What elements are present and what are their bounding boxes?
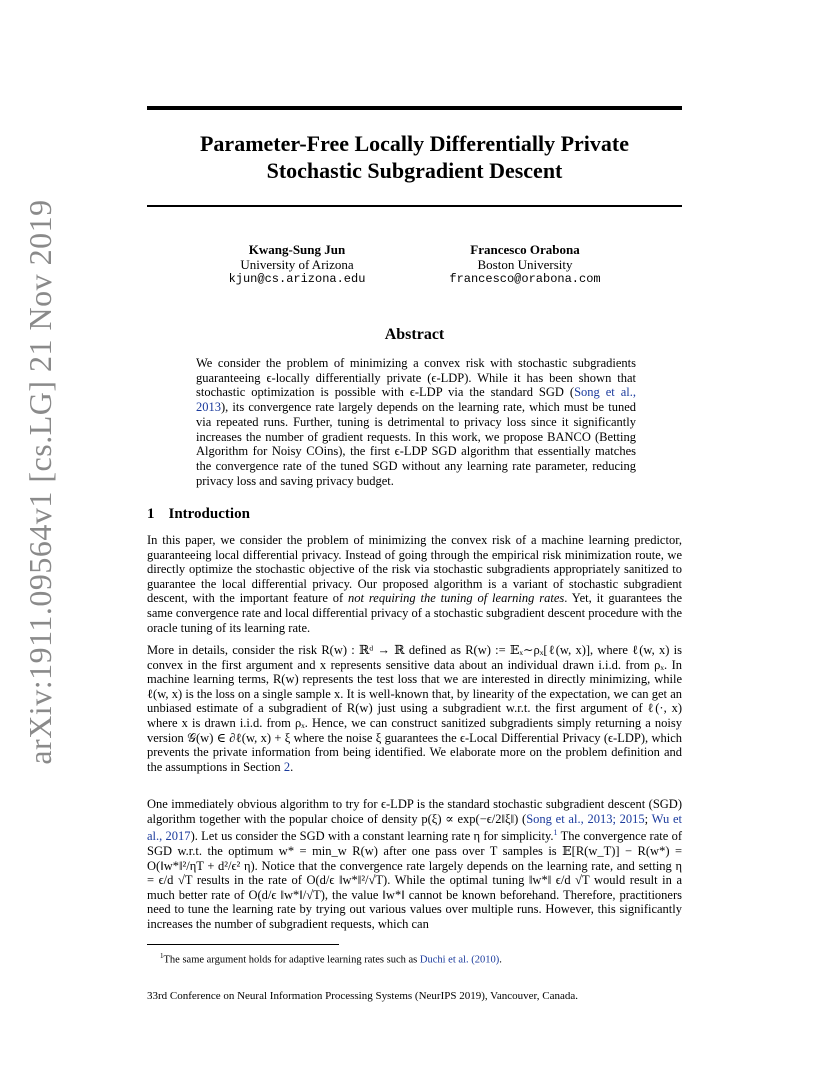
citation-link[interactable]: Song et al., 2013; 2015	[526, 811, 645, 826]
conference-note: 33rd Conference on Neural Information Processing Systems (NeurIPS 2019), Vancouver, Canada.	[147, 990, 579, 1002]
citation-link[interactable]: Duchi et al. (2010)	[419, 954, 500, 966]
abstract-text: We consider the problem of minimizing a convex risk with stochastic subgradients guaranteeing ϵ-locally differentially private (ϵ-LDP). While it has been shown that stochastic optimization is possible with ϵ-LDP via the standard SGD (	[196, 356, 636, 400]
section-number: 1	[147, 506, 155, 522]
title-line-1: Parameter-Free Locally Differentially Private	[199, 131, 629, 156]
citation-link[interactable]: Wu et al., 2017	[147, 811, 682, 844]
title-line-2: Stochastic Subgradient Descent	[266, 158, 563, 183]
paragraph-3	[147, 797, 682, 932]
title-rule-top	[147, 106, 682, 110]
abstract-text: ), its convergence rate largely depends on the learning rate, which must be tuned via repeated runs. Further, tuning is detrimental to privacy loss since it significantly increases the number of gradient requests. In this work, we propose BANCO (Betting Algorithm for Noisy COins), the first ϵ-LDP SGD algorithm that essentially matches the convergence rate of the tuned SGD without any learning rate parameter, reducing privacy loss and saving privacy budget.	[196, 400, 636, 488]
paragraph-text: The convergence rate of SGD w.r.t. the optimum w* = min_w R(w) after one pass over T samples is 𝔼[R(w_T)] − R(w*) = O(‖w*‖²/ηT + d²/ϵ² η). Notice that the convergence rate largely depends on the learning rate, and setting η = ϵ/d √T results in the rate of O(d/ϵ ‖w*‖²/√T). While the optimal tuning ‖w*‖ ϵ/d √T would result in a much better rate of O(d/ϵ ‖w*‖/√T), the value ‖w*‖ cannot be known beforehand. Therefore, practitioners need to tune the learning rate by trying out various values over multiple runs. However, this significantly increases the number of subgradient requests, which can	[147, 829, 682, 931]
author-institution: Boston University	[477, 257, 573, 272]
footnote	[160, 952, 680, 966]
emphasized-text: not requiring the tuning of learning rates	[348, 591, 565, 606]
author-block-1	[197, 242, 397, 287]
footnote-rule	[147, 944, 339, 945]
section-title: Introduction	[168, 506, 250, 522]
footnote-text: The same argument holds for adaptive learning rates such as	[163, 954, 420, 966]
section-ref-link[interactable]: 2	[283, 759, 291, 774]
author-name: Kwang-Sung Jun	[248, 242, 346, 257]
paragraph-text: . Yet, it guarantees the same convergence rate and local differential privacy of a stochastic subgradient descent procedure with the oracle tuning of its learning rate.	[147, 591, 682, 635]
abstract-body	[196, 356, 636, 488]
author-email[interactable]: francesco@orabona.com	[449, 272, 601, 286]
footnote-text: .	[499, 954, 502, 966]
citation-link[interactable]: Song et al., 2013	[196, 385, 636, 415]
abstract-heading: Abstract	[384, 326, 445, 343]
paragraph-text: In this paper, we consider the problem of minimizing the convex risk of a machine learning predictor, guaranteeing local differential privacy. Instead of going through the empirical risk minimization route, we directly optimize the stochastic objective of the risk via stochastic subgradients appropriately sanitized to guarantee the local differential privacy. Our proposed algorithm is a variant of stochastic subgradient descent, with the important feature of	[147, 533, 682, 606]
paragraph-text: ). Let us consider the SGD with a constant learning rate η for simplicity.	[190, 829, 554, 844]
paper-title	[147, 130, 682, 184]
paragraph-2	[147, 643, 682, 774]
author-block-2	[425, 242, 625, 287]
arxiv-identifier-stamp: arXiv:1911.09564v1 [cs.LG] 21 Nov 2019	[22, 199, 58, 765]
footnote-number: 1	[160, 952, 164, 960]
paragraph-text: .	[290, 759, 294, 774]
paragraph-text: One immediately obvious algorithm to try for ϵ-LDP is the standard stochastic subgradient descent (SGD) algorithm together with the popular choice of density p(ξ) ∝ exp(−ϵ/2‖ξ‖) (	[147, 797, 682, 826]
paragraph-text: More in details, consider the risk R(w) : ℝᵈ → ℝ defined as R(w) := 𝔼ₓ∼ρₓ[ℓ(w, x)], where ℓ(w, x) is convex in the first argument and x represents sensitive data about an individual drawn i.i.d. from ρₓ. In machine learning terms, R(w) represents the test loss that we are interested in directly minimizing, while ℓ(w, x) is the loss on a single sample x. It is well-known that, by linearity of the expectation, we can get an unbiased estimate of a subgradient of R(w) just using a subgradient w.r.t. the first argument of ℓ(·, x) where x is drawn i.i.d. from ρₓ. Hence, we can construct sanitized subgradients simply returning a noisy version 𝒢(w) ∈ ∂ℓ(w, x) + ξ where the noise ξ guarantees the ϵ-Local Differential Privacy (ϵ-LDP), which prevents the private information from being identified. We elaborate more on the problem definition and the assumptions in Section	[147, 643, 682, 774]
title-rule-bottom	[147, 205, 682, 207]
paragraph-1	[147, 533, 682, 635]
author-email[interactable]: kjun@cs.arizona.edu	[228, 272, 366, 286]
author-institution: University of Arizona	[240, 257, 354, 272]
footnote-marker[interactable]: 1	[553, 828, 558, 838]
section-heading-introduction	[147, 506, 250, 523]
author-name: Francesco Orabona	[470, 242, 580, 257]
citation-separator: ;	[644, 811, 652, 826]
